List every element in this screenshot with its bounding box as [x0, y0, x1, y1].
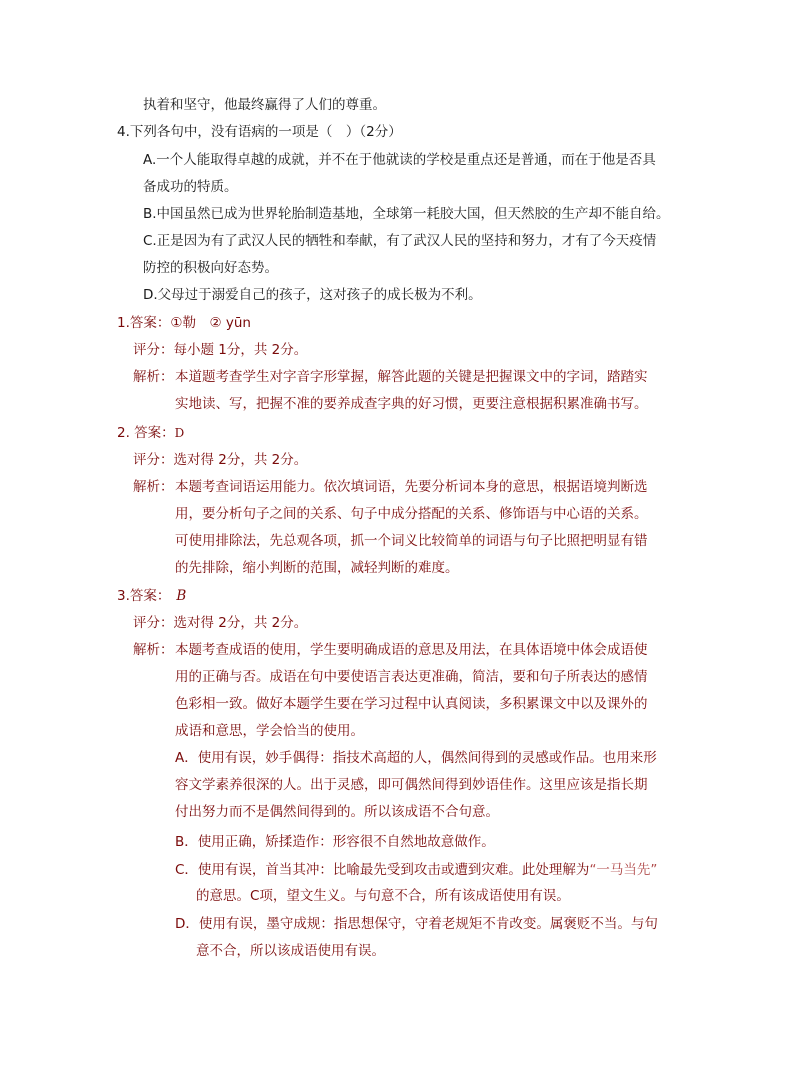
answer-3-value: B [176, 588, 187, 604]
score-value: 选对得 2分，共 2分。 [173, 615, 308, 631]
note-d-cont: 意不合，所以该成语使用有误。 [196, 943, 385, 959]
answer-2-value: D [174, 426, 185, 440]
note-c-quote: “一马当先” [589, 862, 658, 878]
analysis-3-line: 本题考查成语的使用，学生要明确成语的意思及用法，在具体语境中体会成语使 [175, 642, 648, 658]
score-label: 评分： [133, 342, 174, 358]
note-b: B．使用正确，矫揉造作：形容很不自然地故意做作。 [175, 834, 495, 850]
q4-option-b: B.中国虽然已成为世界轮胎制造基地，全球第一耗胶大国，但天然胶的生产却不能自给。 [143, 206, 670, 222]
analysis-1-label: 解析： [133, 369, 174, 385]
score-3 [133, 613, 307, 633]
score-2 [133, 450, 307, 470]
analysis-2-line: 用，要分析句子之间的关系、句子中成分搭配的关系、修饰语与中心语的关系。 [175, 506, 648, 522]
note-a-cont: 容文学素养很深的人。出于灵感，即可偶然间得到妙语佳作。这里应该是指长期 [175, 777, 648, 793]
note-c-cont: 的意思。C项，望文生义。与句意不合，所有该成语使用有误。 [196, 888, 570, 904]
q4-option-c-cont: 防控的积极向好态势。 [143, 260, 278, 276]
score-1 [133, 340, 307, 360]
score-label: 评分： [133, 615, 174, 631]
answer-1-label: 1.答案： [117, 315, 171, 331]
answer-1 [117, 313, 251, 333]
q4-option-a-cont: 备成功的特质。 [143, 179, 238, 195]
question-4-stem: 4.下列各句中，没有语病的一项是（ ）（2分） [117, 124, 402, 140]
score-value: 每小题 1分，共 2分。 [173, 342, 308, 358]
analysis-3-line: 色彩相一致。做好本题学生要在学习过程中认真阅读，多积累课文中以及课外的 [175, 696, 648, 712]
analysis-3-line: 成语和意思，学会恰当的使用。 [175, 723, 364, 739]
note-c-text: C．使用有误，首当其冲：比喻最先受到攻击或遭到灾难。此处理解为 [175, 862, 590, 878]
q4-option-d: D.父母过于溺爱自己的孩子，这对孩子的成长极为不利。 [143, 287, 482, 303]
q4-option-c: C.正是因为有了武汉人民的牺牲和奉献，有了武汉人民的坚持和努力，才有了今天疫情 [143, 233, 657, 249]
answer-3 [117, 586, 186, 606]
question-tail: 执着和坚守，他最终赢得了人们的尊重。 [143, 97, 386, 113]
answer-2 [117, 423, 184, 443]
analysis-3-label: 解析： [133, 642, 174, 658]
analysis-2-line: 本题考查词语运用能力。依次填词语，先要分析词本身的意思，根据语境判断选 [175, 479, 648, 495]
answer-2-label: 2. 答案： [117, 425, 175, 441]
analysis-2-label: 解析： [133, 479, 174, 495]
answer-1-value: ①勒 ② yūn [170, 315, 251, 331]
answer-3-label: 3.答案： [117, 588, 171, 604]
score-value: 选对得 2分，共 2分。 [173, 452, 308, 468]
note-a: A．使用有误，妙手偶得：指技术高超的人，偶然间得到的灵感或作品。也用来形 [175, 750, 657, 766]
note-d: D．使用有误，墨守成规：指思想保守，守着老规矩不肯改变。属褒贬不当。与句 [175, 916, 658, 932]
analysis-3-line: 用的正确与否。成语在句中要使语言表达更准确，简洁，要和句子所表达的感情 [175, 669, 648, 685]
analysis-2-line: 可使用排除法，先总观各项，抓一个词义比较简单的词语与句子比照把明显有错 [175, 533, 648, 549]
note-c [175, 860, 657, 880]
analysis-1-line: 本道题考查学生对字音字形掌握，解答此题的关键是把握课文中的字词，踏踏实 [175, 369, 648, 385]
score-label: 评分： [133, 452, 174, 468]
analysis-2-line: 的先排除，缩小判断的范围，减轻判断的难度。 [175, 560, 459, 576]
q4-option-a: A.一个人能取得卓越的成就，并不在于他就读的学校是重点还是普通，而在于他是否具 [143, 152, 656, 168]
analysis-1-line: 实地读、写，把握不准的要养成查字典的好习惯，更要注意根据积累准确书写。 [175, 396, 648, 412]
note-a-cont: 付出努力而不是偶然间得到的。所以该成语不合句意。 [175, 804, 499, 820]
